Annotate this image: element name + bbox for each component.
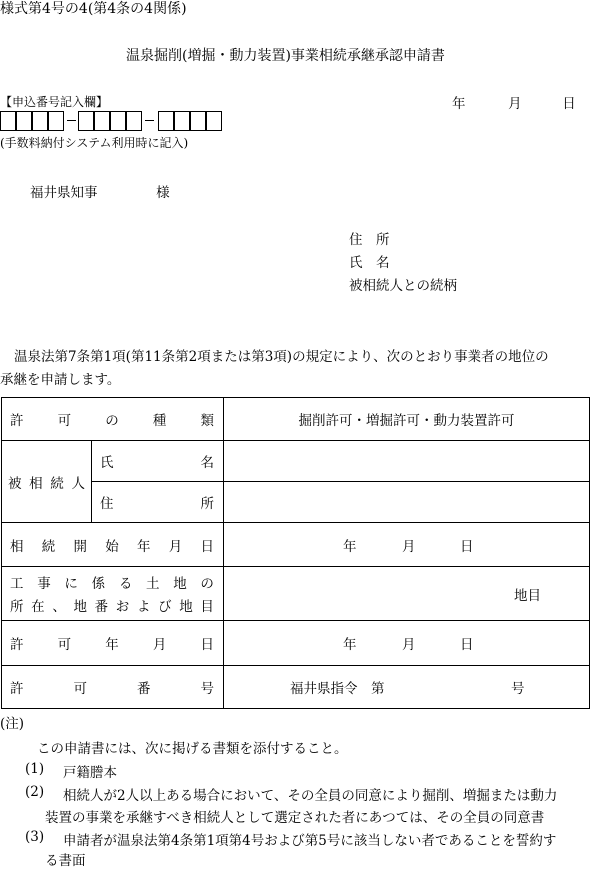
label-char: 類: [200, 413, 214, 429]
date-header-day: 日: [562, 96, 576, 112]
label-char: 、: [52, 599, 66, 615]
date-header: [452, 92, 576, 112]
label-char: 住: [100, 496, 114, 512]
label-char: び: [158, 599, 172, 615]
decedent-address-value[interactable]: [224, 482, 590, 523]
notes-intro: この申請書には、次に掲げる書類を添付すること。: [37, 741, 348, 757]
number-dash: [67, 120, 76, 121]
form-label: 様式第4号の4(第4条の4関係): [0, 1, 187, 17]
note-item-number: (2): [25, 784, 45, 800]
note-item-text: 申請者が温泉法第4条第1項第4号および第5号に該当しない者であることを誓約す: [63, 833, 557, 849]
land-value[interactable]: [224, 567, 590, 621]
label-char: 日: [200, 538, 214, 555]
permit-type-value[interactable]: 掘削許可・増掘許可・動力装置許可: [224, 398, 590, 441]
label-char: 土: [146, 576, 160, 592]
note-item-text-cont: る書面: [45, 853, 86, 869]
date-header-year: 年: [452, 96, 466, 112]
number-box[interactable]: [190, 111, 206, 131]
label-char: 目: [200, 599, 214, 615]
label-char: 開: [73, 538, 87, 555]
decedent-address-label: [92, 482, 224, 523]
land-label: [2, 567, 224, 621]
label-char: 地: [73, 599, 87, 615]
row-land: [2, 567, 590, 621]
addressee-suffix: 様: [156, 185, 170, 201]
note-item-number: (3): [25, 829, 45, 845]
label-char: 可: [57, 413, 72, 429]
label-char: 被: [8, 475, 22, 492]
label-char: 所: [200, 496, 214, 512]
number-box[interactable]: [126, 111, 142, 131]
row-decedent-name: [2, 441, 590, 482]
body-text-line2: 承継を申請します。: [0, 372, 121, 388]
note-item-text: 相続人が2人以上ある場合において、その全員の同意により掘削、増掘または動力: [63, 788, 558, 804]
decedent-name-value[interactable]: [224, 441, 590, 482]
label-char: 月: [152, 637, 167, 653]
label-char: 年: [137, 538, 151, 555]
label-char: よ: [136, 599, 151, 615]
start-year-label: 年: [343, 538, 357, 555]
label-char: 係: [91, 576, 106, 592]
label-char: 年: [105, 637, 119, 653]
decedent-label: [2, 441, 92, 523]
row-permit-date: [2, 621, 590, 666]
note-item-text: 戸籍謄本: [63, 765, 117, 781]
application-table: [1, 397, 590, 709]
label-char: 番: [94, 599, 109, 615]
label-char: 地: [173, 576, 187, 592]
label-char: 工: [10, 576, 24, 592]
number-box[interactable]: [158, 111, 174, 131]
label-char: 氏: [100, 455, 114, 471]
label-char: の: [105, 413, 119, 429]
number-box[interactable]: [110, 111, 126, 131]
start-date-label: [2, 523, 224, 567]
label-char: 人: [71, 475, 85, 492]
decedent-name-label: [92, 441, 224, 482]
date-header-month: 月: [508, 96, 522, 112]
land-category-label: 地目: [514, 587, 541, 604]
permit-month-label: 月: [402, 637, 416, 653]
number-box[interactable]: [206, 111, 222, 131]
permit-number-label: [2, 666, 224, 709]
notes-header: (注): [0, 716, 25, 732]
label-char: る: [118, 576, 133, 592]
permit-type-label: [2, 398, 224, 441]
label-char: 在: [31, 599, 45, 615]
applicant-address-label: 住 所: [349, 232, 390, 248]
start-month-label: 月: [402, 538, 416, 555]
label-char: 種: [152, 413, 167, 429]
label-char: お: [115, 599, 130, 615]
note-item-text-cont: 装置の事業を承継すべき相続人として選定された者にあつては、その全員の同意書: [45, 810, 545, 826]
row-permit-number: [2, 666, 590, 709]
form-title: 温泉掘削(増掘・動力装置)事業相続承継承認申請書: [126, 48, 445, 64]
note-item-number: (1): [25, 761, 45, 777]
permit-year-label: 年: [343, 637, 357, 653]
label-char: 名: [200, 455, 214, 471]
row-start-date: [2, 523, 590, 567]
permit-number-prefix: 福井県指令 第: [290, 681, 385, 697]
applicant-relation-label: 被相続人との続柄: [349, 278, 457, 294]
label-char: 相: [10, 538, 24, 555]
number-dash: [145, 120, 154, 121]
number-box[interactable]: [48, 111, 64, 131]
addressee-name: 福井県知事: [30, 185, 98, 201]
number-box[interactable]: [174, 111, 190, 131]
permit-date-value[interactable]: [224, 621, 590, 666]
application-number-label: 【申込番号記入欄】: [0, 95, 109, 109]
label-char: 許: [10, 637, 24, 653]
number-box[interactable]: [0, 111, 16, 131]
start-day-label: 日: [460, 538, 474, 555]
label-char: の: [200, 576, 214, 592]
addressee: [30, 181, 170, 201]
label-char: 号: [200, 681, 214, 697]
label-char: 相: [29, 475, 43, 492]
permit-day-label: 日: [460, 637, 474, 653]
row-permit-type: [2, 398, 590, 441]
label-char: 続: [41, 538, 56, 555]
label-char: 可: [57, 637, 72, 653]
application-number-note: (手数料納付システム利用時に記入): [0, 136, 189, 150]
label-char: 可: [73, 681, 87, 697]
label-char: 番: [137, 681, 151, 697]
body-text-line1: 温泉法第7条第1項(第11条第2項または第3項)の規定により、次のとおり事業者の地位の: [14, 349, 549, 365]
label-char: 続: [50, 475, 64, 492]
number-box[interactable]: [32, 111, 48, 131]
permit-number-value[interactable]: [224, 666, 590, 709]
label-char: 始: [105, 538, 119, 555]
label-char: 事: [37, 576, 51, 592]
label-char: 月: [168, 538, 183, 555]
applicant-name-label: 氏 名: [349, 255, 390, 271]
label-char: 地: [179, 599, 193, 615]
number-box[interactable]: [94, 111, 110, 131]
label-char: 許: [10, 681, 24, 697]
start-date-value[interactable]: [224, 523, 590, 567]
label-char: に: [64, 576, 78, 592]
permit-date-label: [2, 621, 224, 666]
number-box[interactable]: [78, 111, 94, 131]
label-char: 所: [10, 599, 24, 615]
label-char: 日: [200, 637, 214, 653]
label-char: 許: [10, 413, 24, 429]
number-box[interactable]: [16, 111, 32, 131]
permit-number-suffix: 号: [511, 681, 525, 697]
